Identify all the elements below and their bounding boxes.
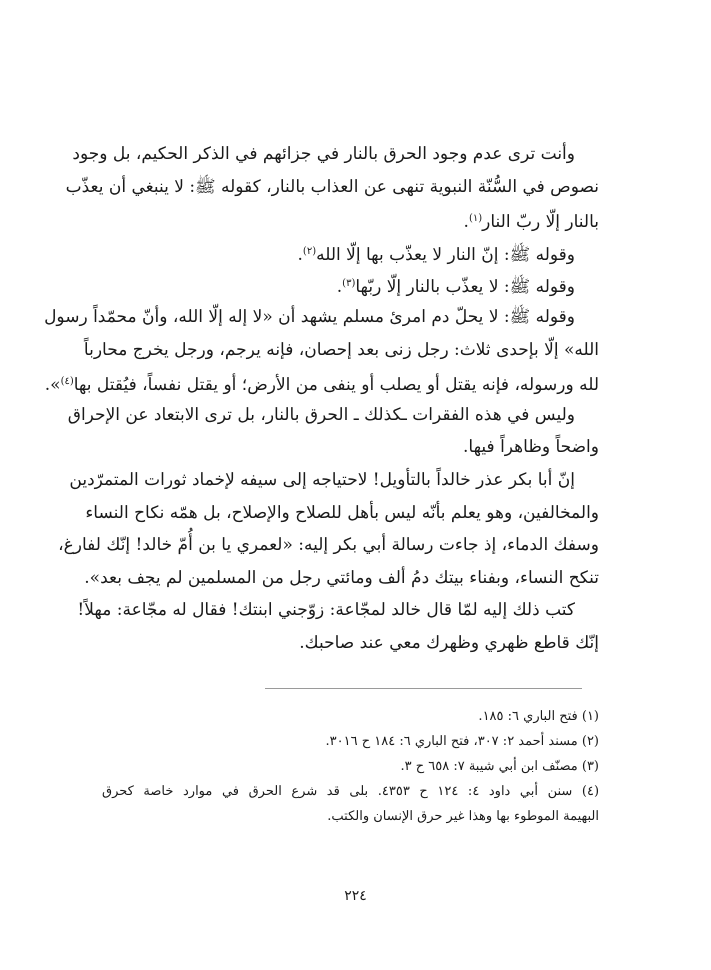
footnote-reference: (٤)	[60, 376, 74, 388]
footnotes	[102, 704, 599, 829]
text-line	[44, 366, 599, 399]
footnote-continuation: البهيمة الموطوء بها وهذا غير حرق الإنسان والكتب.	[327, 809, 599, 824]
text-line: وأنت ترى عدم وجود الحرق بالنار في جزائهم في الذكر الحكيم، بل وجود	[72, 144, 575, 164]
footnote: (٤) سنن أبي داود ٤: ١٢٤ ح ٤٣٥٣. بلى قد شرع الحرق في موارد خاصة كحرق	[102, 784, 600, 799]
text-line: إنّك قاطع ظهري وظهرك معي عند صاحبك.	[299, 632, 599, 653]
main-text	[44, 138, 599, 660]
text-fragment: .	[336, 277, 343, 298]
text-line: الله» إلّا بإحدى ثلاث: رجل زنى بعد إحصان، فإنه يرجم، ورجل يخرج محارباً	[83, 339, 599, 360]
text-fragment: .	[463, 212, 469, 233]
text-line: تنكح النساء، وبفناء بيتك دمُ ألف ومائتي رجل من المسلمين لم يجف بعد».	[84, 567, 599, 588]
page-number: ٢٢٤	[344, 888, 367, 904]
text-fragment: وقوله ﷺ: إنّ النار لا يعذّب بها إلّا الله	[316, 244, 575, 265]
text-line	[102, 203, 599, 236]
footnote-separator	[265, 688, 582, 689]
text-line	[102, 268, 599, 301]
text-fragment: وقوله ﷺ: لا يعذّب بالنار إلّا ربّها	[355, 277, 575, 298]
text-line: وقوله ﷺ: لا يحلّ دم امرئ مسلم يشهد أن «لا إله إلّا الله، وأنّ محمّداً رسول	[44, 306, 575, 327]
text-line: إنّ أبا بكر عذر خالداً بالتأويل! لاحتياجه إلى سيفه لإخماد ثورات المتمرّدين	[69, 469, 575, 490]
text-line: والمخالفين، وهو يعلم بأنّه ليس بأهل للصلاح والإصلاح، بل همّه نكاح النساء	[85, 502, 599, 523]
text-line: وسفك الدماء، إذ جاءت رسالة أبي بكر إليه: «لعمري يا بن أُمّ خالد! إنّك لفارغ،	[58, 535, 599, 556]
footnote: (١) فتح الباري ٦: ١٨٥.	[478, 709, 599, 724]
text-fragment: ».	[44, 375, 61, 396]
footnote-reference: (١)	[468, 213, 483, 225]
text-fragment: .	[297, 244, 303, 265]
text-line: نصوص في السُّنّة النبوية تنهى عن العذاب بالنار، كقوله ﷺ: لا ينبغي أن يعذّب	[65, 176, 599, 197]
footnote-reference: (٢)	[302, 245, 317, 257]
text-fragment: بالنار إلّا ربّ النار	[482, 212, 599, 233]
text-line: واضحاً وظاهراً فيها.	[463, 437, 599, 458]
footnote: (٣) مصنّف ابن أبي شيبة ٧: ٦٥٨ ح ٣.	[400, 759, 599, 774]
text-line: وليس في هذه الفقرات ـكذلك ـ الحرق بالنار، بل ترى الابتعاد عن الإحراق	[67, 404, 575, 425]
text-line: كتب ذلك إليه لمّا قال خالد لمجّاعة: زوّجني ابنتك! فقال له مجّاعة: مهلاً!	[77, 600, 575, 621]
footnote-reference: (٣)	[342, 278, 356, 290]
footnote: (٢) مسند أحمد ٢: ٣٠٧، فتح الباري ٦: ١٨٤ ح ٣٠١٦.	[325, 734, 599, 749]
text-line	[102, 236, 599, 269]
text-fragment: لله ورسوله، فإنه يقتل أو يصلب أو ينفى من الأرض؛ أو يقتل نفساً، فيُقتل بها	[73, 375, 599, 396]
